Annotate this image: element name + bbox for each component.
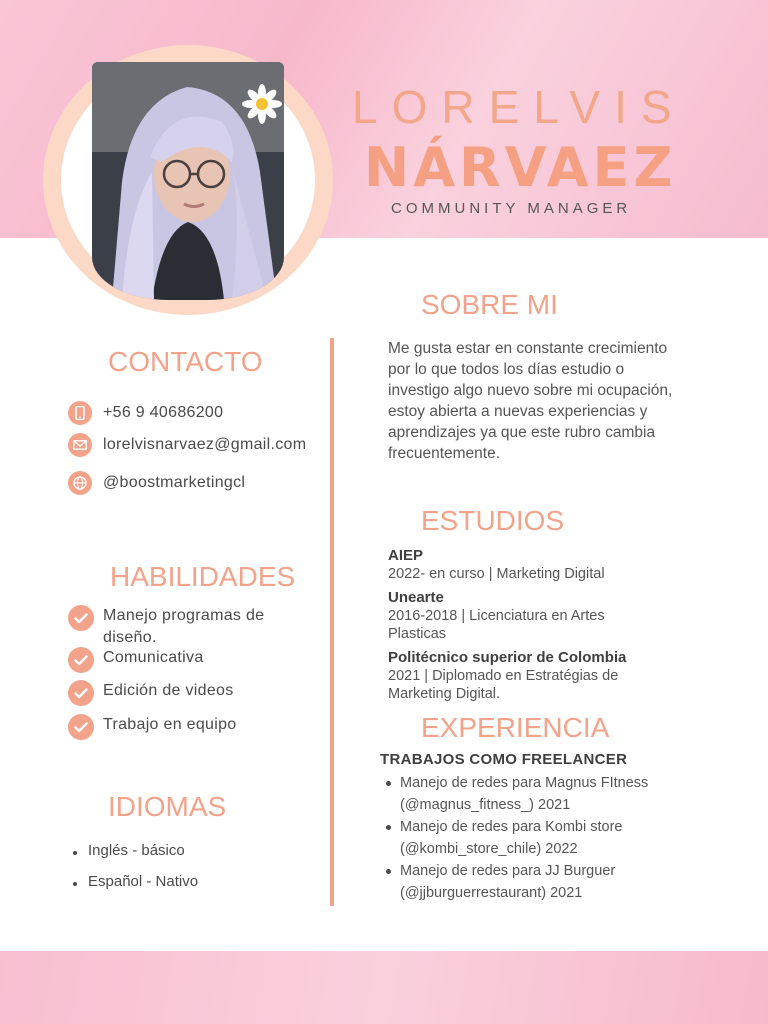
column-divider [330,338,334,906]
skill-item [68,647,204,673]
about-line: frecuentemente. [388,445,501,462]
phone-text: +56 9 40686200 [103,404,224,421]
first-name: LORELVIS [352,81,686,133]
education-detail: Marketing Digital. [388,686,501,702]
profile-photo [92,62,284,300]
education-institution: Politécnico superior de Colombia [388,649,627,666]
skills-title: HABILIDADES [110,561,296,592]
experience-subtitle: TRABAJOS COMO FREELANCER [380,751,628,768]
language-item: Inglés - básico [70,842,198,873]
education-item [388,589,708,643]
footer-background [0,951,768,1024]
language-item: Español - Nativo [70,873,198,904]
about-line: Me gusta estar en constante crecimiento [388,340,668,357]
about-line: investigo algo nuevo sobre mi ocupación, [388,382,673,399]
contact-social [68,471,245,495]
skill-item [68,605,264,649]
skill-label: diseño. [103,629,157,646]
education-detail: Plasticas [388,626,447,642]
contact-title: CONTACTO [108,346,263,377]
phone-icon [68,401,92,425]
about-text [388,338,708,464]
about-line: aprendizajes ya que este rubro cambia [388,424,656,441]
experience-item [382,772,722,816]
experience-line: Manejo de redes para Magnus FItness [400,775,649,791]
about-line: por lo que todos los días estudio o [388,361,625,378]
experience-line: (@magnus_fitness_) 2021 [400,797,571,813]
contact-email [68,433,306,457]
experience-title: EXPERIENCIA [421,712,610,743]
experience-line: (@jjburguerrestaurant) 2021 [400,885,583,901]
experience-line: (@kombi_store_chile) 2022 [400,841,578,857]
skill-label: Comunicativa [103,649,204,666]
education-detail: 2021 | Diplomado en Estratégias de [388,668,619,684]
experience-list [382,772,722,904]
skill-label: Manejo programas de [103,607,265,624]
job-role: COMMUNITY MANAGER [391,200,632,217]
languages-list [70,842,198,904]
experience-item [382,816,722,860]
skill-label: Trabajo en equipo [103,716,237,733]
check-icon [68,680,94,706]
experience-item [382,860,722,904]
skill-label: Edición de videos [103,682,234,699]
education-item [388,547,708,583]
languages-title: IDIOMAS [108,791,227,822]
check-icon [68,605,94,631]
education-institution: Unearte [388,589,444,606]
experience-line: Manejo de redes para JJ Burguer [400,863,616,879]
about-line: estoy abierta a nuevas experiencias y [388,403,648,420]
education-detail: 2022- en curso | Marketing Digital [388,566,605,582]
skill-item [68,714,237,740]
experience-line: Manejo de redes para Kombi store [400,819,623,835]
education-detail: 2016-2018 | Licenciatura en Artes [388,608,605,624]
education-institution: AIEP [388,547,424,564]
check-icon [68,714,94,740]
mail-icon [68,433,92,457]
contact-phone [68,401,223,425]
check-icon [68,647,94,673]
education-item [388,649,708,703]
social-handle[interactable]: @boostmarketingcl [103,474,246,491]
skill-item [68,680,234,706]
email-link[interactable]: lorelvisnarvaez@gmail.com [103,436,307,453]
about-title: SOBRE MI [421,289,558,320]
globe-icon [68,471,92,495]
last-name: NÁRVAEZ [364,136,677,199]
education-title: ESTUDIOS [421,505,565,536]
